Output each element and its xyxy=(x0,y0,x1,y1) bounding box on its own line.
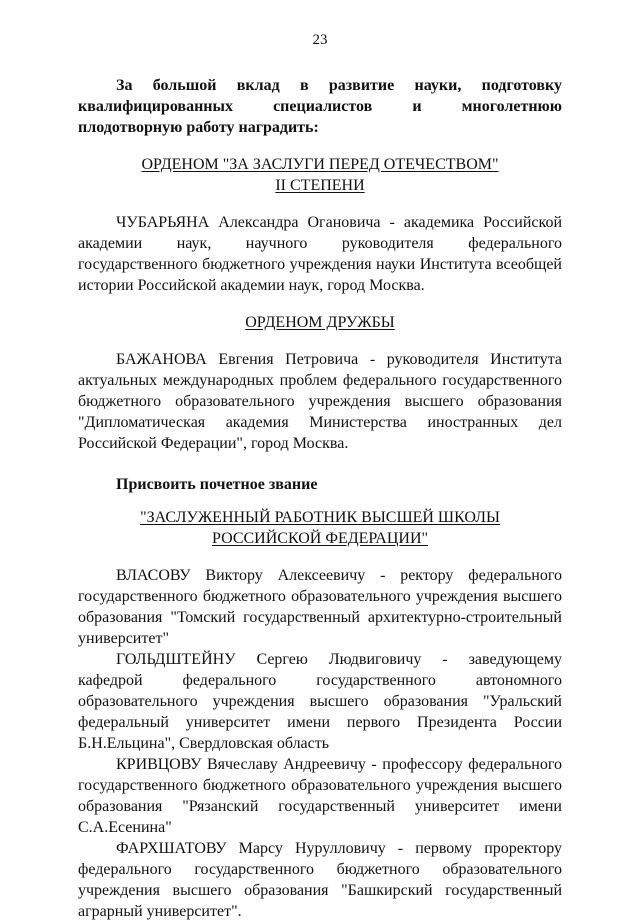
page-content xyxy=(78,30,562,922)
heading-line: РОССИЙСКОЙ ФЕДЕРАЦИИ" xyxy=(211,530,429,547)
heading-line: ОРДЕНОМ ДРУЖБЫ xyxy=(245,314,395,331)
order-heading-friendship xyxy=(78,312,562,333)
award-entry-farkhshatov: ФАРХШАТОВУ Марсу Нурулловичу - первому проректору федерального государственного бюджетного образовательного учреждения высшего образования "Башкирский государственный аграрный университет". xyxy=(78,840,562,920)
heading-line: "ЗАСЛУЖЕННЫЙ РАБОТНИК ВЫСШЕЙ ШКОЛЫ xyxy=(140,509,500,526)
page-number: 23 xyxy=(312,32,328,48)
award-intro-paragraph: За большой вклад в развитие науки, подготовку квалифицированных специалистов и многолетнюю плодотворную работу наградить: xyxy=(78,77,562,136)
award-entry-bazhanov: БАЖАНОВА Евгения Петровича - руководителя Института актуальных международных проблем федерального государственного бюджетного образовательного учреждения высшего образования "Дипломатическая академия Министерства иностранных дел Российской Федерации", город Москва. xyxy=(78,351,562,452)
award-entry-goldshtein: ГОЛЬДШТЕЙНУ Сергею Людвиговичу - заведующему кафедрой федерального государственного автономного образовательного учреждения высшего образования "Уральский федеральный университет имени первого Президента России Б.Н.Ельцина", Свердловская область xyxy=(78,651,562,752)
award-entry-chubaryan: ЧУБАРЬЯНА Александра Огановича - академика Российской академии наук, научного руководителя федерального государственного бюджетного учреждения науки Института всеобщей истории Российской академии наук, город Москва. xyxy=(78,214,562,294)
heading-line: ОРДЕНОМ "ЗА ЗАСЛУГИ ПЕРЕД ОТЕЧЕСТВОМ" xyxy=(141,156,499,173)
award-entry-krivtsov: КРИВЦОВУ Вячеславу Андреевичу - профессору федерального государственного бюджетного образовательного учреждения высшего образования "Рязанский государственный университет имени С.А.Есенина" xyxy=(78,756,562,836)
confer-title-paragraph: Присвоить почетное звание xyxy=(116,476,318,493)
honorary-title-heading xyxy=(78,507,562,549)
award-entry-vlasov: ВЛАСОВУ Виктору Алексеевичу - ректору федерального государственного бюджетного образовательного учреждения высшего образования "Томский государственный архитектурно-строительный университет" xyxy=(78,567,562,647)
heading-line: II СТЕПЕНИ xyxy=(275,177,365,194)
order-heading-merit-fatherland xyxy=(78,154,562,196)
